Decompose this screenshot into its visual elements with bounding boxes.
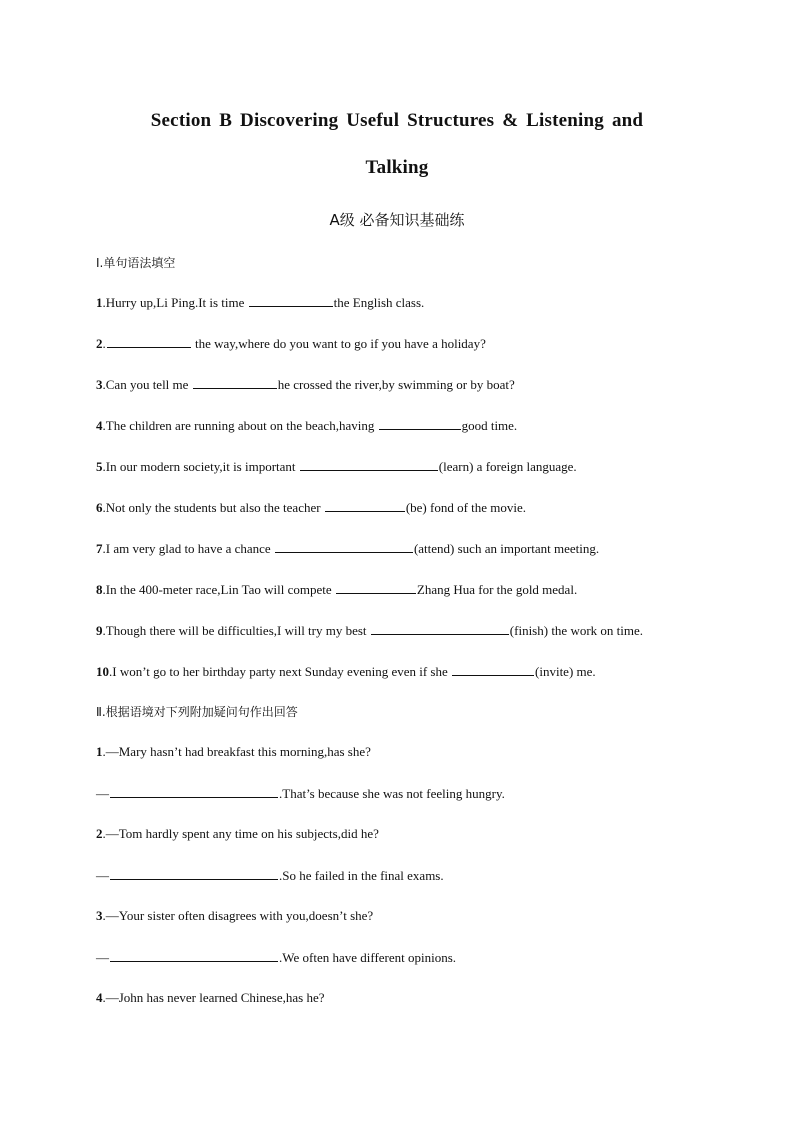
item-number: 5 (96, 459, 103, 474)
answer-blank[interactable] (107, 335, 191, 348)
exercise-2-1-answer (96, 785, 505, 802)
answer-blank[interactable] (379, 417, 461, 430)
exercise-2-3-question (96, 908, 373, 924)
item-text: .The children are running about on the beach,having (102, 418, 378, 433)
exercise-1-1 (96, 294, 424, 311)
answer-blank[interactable] (336, 581, 416, 594)
exercise-1-4 (96, 417, 517, 434)
answer-blank[interactable] (110, 949, 278, 962)
exercise-2-2-answer (96, 867, 444, 884)
item-text: .Though there will be difficulties,I will try my best (102, 623, 370, 638)
item-text: .Hurry up,Li Ping.It is time (102, 295, 248, 310)
exercise-1-10 (96, 663, 596, 680)
exercise-2-4-question (96, 990, 325, 1006)
item-text: .—Tom hardly spent any time on his subjects,did he? (102, 826, 379, 841)
dash: — (96, 786, 109, 801)
item-number: 9 (96, 623, 103, 638)
item-text: (attend) such an important meeting. (413, 541, 600, 556)
item-text: .In the 400-meter race,Lin Tao will compete (102, 582, 335, 597)
item-number: 3 (96, 377, 103, 392)
answer-blank[interactable] (110, 785, 278, 798)
item-number: 10 (96, 664, 109, 679)
item-text: .In our modern society,it is important (102, 459, 299, 474)
item-number: 2 (96, 336, 103, 351)
exercise-1-5 (96, 458, 577, 475)
item-text: .Not only the students but also the teacher (102, 500, 324, 515)
section-1-heading: Ⅰ.单句语法填空 (96, 256, 176, 270)
item-number: 1 (96, 744, 103, 759)
item-text: good time. (461, 418, 518, 433)
answer-blank[interactable] (300, 458, 438, 471)
item-text: the English class. (333, 295, 425, 310)
item-text: . (102, 336, 106, 351)
item-number: 7 (96, 541, 103, 556)
title-line-1: Section B Discovering Useful Structures & Listening and (150, 110, 644, 131)
item-text: (learn) a foreign language. (438, 459, 577, 474)
level-heading: A级 必备知识基础练 (329, 211, 465, 229)
answer-blank[interactable] (275, 540, 413, 553)
exercise-1-9 (96, 622, 643, 639)
answer-blank[interactable] (249, 294, 333, 307)
item-number: 4 (96, 990, 103, 1005)
item-text: (finish) the work on time. (509, 623, 644, 638)
title-line-2: Talking (365, 157, 429, 178)
exercise-2-2-question (96, 826, 379, 842)
item-number: 3 (96, 908, 103, 923)
exercise-2-1-question (96, 744, 371, 760)
exercise-1-3 (96, 376, 515, 393)
item-text: .—Your sister often disagrees with you,doesn’t she? (102, 908, 374, 923)
item-text: .That’s because she was not feeling hungry. (279, 786, 505, 801)
item-number: 6 (96, 500, 103, 515)
exercise-1-6 (96, 499, 526, 516)
item-text: .I won’t go to her birthday party next Sunday evening even if she (109, 664, 452, 679)
dash: — (96, 950, 109, 965)
item-text: .—Mary hasn’t had breakfast this morning,has she? (102, 744, 371, 759)
item-number: 1 (96, 295, 103, 310)
item-number: 2 (96, 826, 103, 841)
item-text: .Can you tell me (102, 377, 192, 392)
item-text: the way,where do you want to go if you have a holiday? (191, 336, 486, 351)
exercise-1-7 (96, 540, 599, 557)
item-text: Zhang Hua for the gold medal. (416, 582, 578, 597)
answer-blank[interactable] (325, 499, 405, 512)
answer-blank[interactable] (371, 622, 509, 635)
exercise-1-2 (96, 335, 486, 352)
item-text: he crossed the river,by swimming or by boat? (277, 377, 515, 392)
exercise-2-3-answer (96, 949, 456, 966)
item-text: (invite) me. (535, 664, 596, 679)
item-text: (be) fond of the movie. (405, 500, 527, 515)
answer-blank[interactable] (110, 867, 278, 880)
answer-blank[interactable] (452, 663, 534, 676)
item-text: .So he failed in the final exams. (279, 868, 444, 883)
item-text: .—John has never learned Chinese,has he? (102, 990, 325, 1005)
exercise-1-8 (96, 581, 577, 598)
item-number: 4 (96, 418, 103, 433)
item-number: 8 (96, 582, 103, 597)
dash: — (96, 868, 109, 883)
item-text: .I am very glad to have a chance (102, 541, 274, 556)
section-2-heading: Ⅱ.根据语境对下列附加疑问句作出回答 (96, 705, 298, 719)
answer-blank[interactable] (193, 376, 277, 389)
item-text: .We often have different opinions. (279, 950, 457, 965)
